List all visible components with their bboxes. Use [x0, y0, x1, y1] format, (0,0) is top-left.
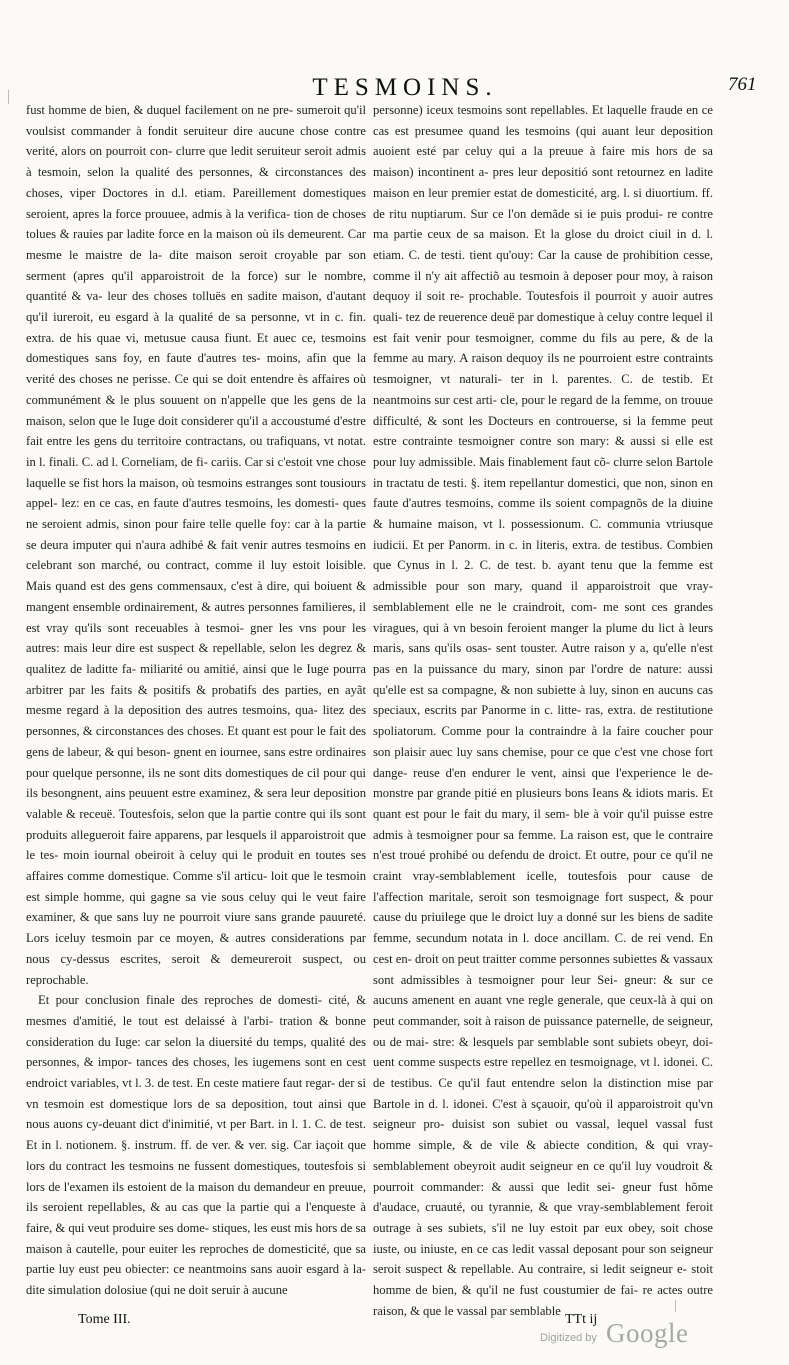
left-column — [26, 100, 366, 1310]
page-number: 761 — [728, 74, 757, 95]
digitized-watermark — [540, 1318, 710, 1354]
right-column — [373, 100, 713, 1318]
running-head-title: TESMOINS. — [312, 74, 498, 101]
page-edge-mark — [675, 1300, 676, 1312]
signature-mark: TTt ij — [565, 1312, 598, 1327]
google-logo: Google — [606, 1318, 689, 1348]
watermark-prefix: Digitized by — [540, 1332, 597, 1344]
paragraph: Et pour conclusion finale des reproches de domesti- cité, & mesmes d'amitié, le tout est delaissé à l'arbi- tration & bonne consideration du Iuge: car selon la diuersité du temps, qualité des personnes, & impor- tances des choses, les iugemens sont en cest endroict variables, vt l. 3. de test. En ceste matiere faut regar- der si vn tesmoin est domestique lors de sa deposition, tout ainsi que nous auons cy-deuant dict d'inimitié, vt per Bart. in l. 1. C. de test. Et in l. notionem. §. instrum. ff. de ver. & ver. sig. Car iaçoit que lors du contract les tesmoins ne fussent domestiques, toutesfois si lors de l'examen ils estoient de la maison du demandeur en preuue, ils seroient repellables, & au cas que la partie qui a l'enqueste à faire, & qui veut produire ses dome- stiques, les eust mis hors de sa maison à cautelle, pour euiter les reproches de domesticité, que sa partie luy eust peu obiecter: ce neantmoins sans auoir esgard à la- dite simulation dolosiue (qui ne doit seruir à aucune — [26, 993, 366, 1298]
tome-label: Tome III. — [78, 1312, 131, 1327]
paragraph: personne) iceux tesmoins sont repellables. Et laquelle fraude en ce cas est presumee quand les tesmoins (qui auant leur deposition auoient esté par celuy qui a la preuue à faire mis hors de sa maison) incontinent a- pres leur depositió sont retournez en ladite maison en leur premier estat de domesticité, arg. l. si diuortium. ff. de ritu nuptiarum. Sur ce l'on demãde si ie puis produi- re contre ma partie ceux de sa maison. Et la glose du droict ciuil in d. l. etiam. C. de testi. tient qu'ouy: Car la cause de prohibition cesse, comme il n'y ait affectiõ au tesmoin à deposer pour moy, à raison dequoy il soit re- prochable. Toutesfois il pourroit y auoir autres quali- tez de reuerence deuë par domestique à celuy contre lequel il est fait venir pour tesmoigner, comme du fils au pere, & de la femme au mary. A raison dequoy ils ne pourroient estre contraints tesmoigner, vt naturali- ter in l. parentes. C. de testib. Et neantmoins sur cest arti- cle, pour le regard de la femme, on trouue difficulté, & sont les Docteurs en controuerse, si la femme peut estre contrainte tesmoigner contre son mary: & aussi si elle est pour luy admissible. Mais finablement faut cõ- clurre selon Bartole in tractatu de testi. §. item repellantur domestici, que non, sinon en faute d'autres tesmoins, comme ils soient compagnõs de la diuine & humaine maison, vt l. possessionum. C. communia vtriusque iudicii. Et per Panorm. in c. in literis, extra. de testibus. Combien que Cynus in l. 2. C. de test. b. ayant tenu que la femme est admissible pour son mary, quand il apparoistroit que vray-semblablement elle ne le craindroit, com- me sont ces grandes viragues, qui à vn besoin feroient manger la plume du lict à leurs maris, sans qu'ils osas- sent touster. Autre raison y a, qu'elle n'est pas en la puissance du mary, sinon par l'ordre de nature: aussi qu'elle est sa compagne, & non subiette à luy, sinon en aucuns cas speciaux, escrits par Panorme in c. litte- ras, extra. de restitutione spoliatorum. Comme pour la contraindre à la faire coucher pour son plaisir auec luy sans chemise, pour ce que c'est vne chose fort dange- reuse d'en endurer le vent, ainsi que l'experience le de- monstre par grande pitié en plusieurs bons Ieans & idiots maris. Et quant est pour le fait du mary, il sem- ble à voir qu'il puisse estre admis à tesmoigner pour sa femme. La raison est, que le contraire n'est troué prohibé ou defendu de droict. Et outre, pour ce qu'il ne craint vray-semblablement icelle, toutesfois pour cause de l'affection maritale, seroit son tesmoignage fort suspect, & pour cause du priuilege que le droict luy a donné sur les biens de sadite femme, secundum notata in l. doce ancillam. C. de rei vend. En cest en- droit on peut traitter comme personnes subiettes & vassaux sont admissibles à tesmoigner pour leur Sei- gneur: & sur ce aucuns amenent en auant vne regle generale, que ceux-là à qui on peut commander, soit à raison de puissance paternelle, de seigneur, ou de mai- stre: & lesquels par semblable sont subiets obeyr, doi- uent comme suspects estre repellez en tesmoignage, vt l. idonei. C. de testibus. Ce qu'il faut entendre selon la distinction mise par Bartole in d. l. idonei. C'est à sçauoir, qu'où il apparoistroit qu'vn seigneur pro- duisist son subiet ou vassal, lequel vassal fust homme simple, & de vile & abiecte condition, & qui vray- semblablement obeyroit audit seigneur en ce qu'il luy voudroit & pourroit commander: & aussi que ledit sei- gneur fust hõme d'audace, cruauté, ou tyrannie, & que vray-semblablement feroit outrage à ses subiets, s'il ne luy estoit par eux obey, soit chose iuste, ou iniuste, en ce cas ledit vassal deposant pour son seigneur seroit suspect & repellable. Au contraire, si ledit seigneur e- stoit homme de bien, & qu'il ne fust coustumier de fai- re actes outre raison, & que le vassal par semblable — [373, 103, 713, 1318]
page-edge-mark — [8, 90, 9, 104]
paragraph: fust homme de bien, & duquel facilement on ne pre- sumeroit qu'il voulsist commander à fondit seruiteur dire aucune chose contre verité, alors on pourroit con- clurre que ledit seruiteur seroit admis à tesmoin, selon la qualité des personnes, & circonstances des choses, viper Doctores in d.l. etiam. Pareillement domestiques seroient, apres la force prouuee, admis à la verifica- tion de choses tolues & rauies par ladite force en la maison où ils demeurent. Car mesme le maistre de la- dite maison seroit croyable par son serment (apres qu'il apparoistroit de la force) sur le nombre, quantité & va- leur des choses tolluës en sadite maison, d'autant qu'il iureroit, eu esgard à la qualité de sa personne, vt in c. fin. extra. de his quae vi, metusue causa fiunt. Et auec ce, tesmoins domestiques sans foy, en faute d'autres tes- moins, afin que la verité des choses ne perisse. Ce qui se doit entendre ès affaires où communément & le plus souuent on n'appelle que les gens de la maison, selon que le Iuge doit considerer qu'il a accoustumé d'estre fait entre les gens du territoire contractans, ou trafiquans, vt notat. in l. finali. C. ad l. Corneliam, de fi- cariis. Car si c'estoit vne chose laquelle se fist hors la maison, où tesmoins estranges sont tousiours appel- lez: en ce cas, en faute d'autres tesmoins, les domesti- ques ne seroient admis, sinon pour faire telle quelle foy: car à la partie se deura imputer qui n'aura adhibé & fait venir autres tesmoins en celebrant son marché, ou contract, comme il luy estoit loisible. Mais quand est des gens commensaux, c'est à dire, qui boiuent & mangent ensemble ordinairement, & autres personnes familieres, il est vray qu'ils sont receuables à tesmoi- gner les vns pour les autres: mais leur dire est suspect & repellable, selon les degrez & qualitez de laditte fa- miliarité ou amitié, ainsi que le Iuge pourra arbitrer par les faits & positifs & probatifs des parties, en ayãt mesme regard à la deposition des autres tesmoins, qua- litez des personnes, & circonstances des choses. Et quant est pour le fait des gens de labeur, & qui beson- gnent en iournee, sans estre ordinaires pour quelque personne, ils ne sont dits domestiques de cil pour qui ils besongnent, ains peuuent estre examinez, & sera leur deposition valable & receuë. Toutesfois, selon que la partie contre qui ils sont produits allegueroit faire apparens, par lesquels il apparoistroit que le tes- moin iournal obeiroit à celuy qui le produit en toutes ses affaires comme domestique. Comme s'il articu- loit que le tesmoin est simple homme, qui gagne sa vie sous celuy qui le veut faire examiner, & que sans luy ne pourroit viure sans grande pauureté. Lors iceluy tesmoin par ce moyen, & autres considerations par nous cy-dessus escrites, seroit & demeureroit suspect, ou reprochable. — [26, 103, 366, 987]
